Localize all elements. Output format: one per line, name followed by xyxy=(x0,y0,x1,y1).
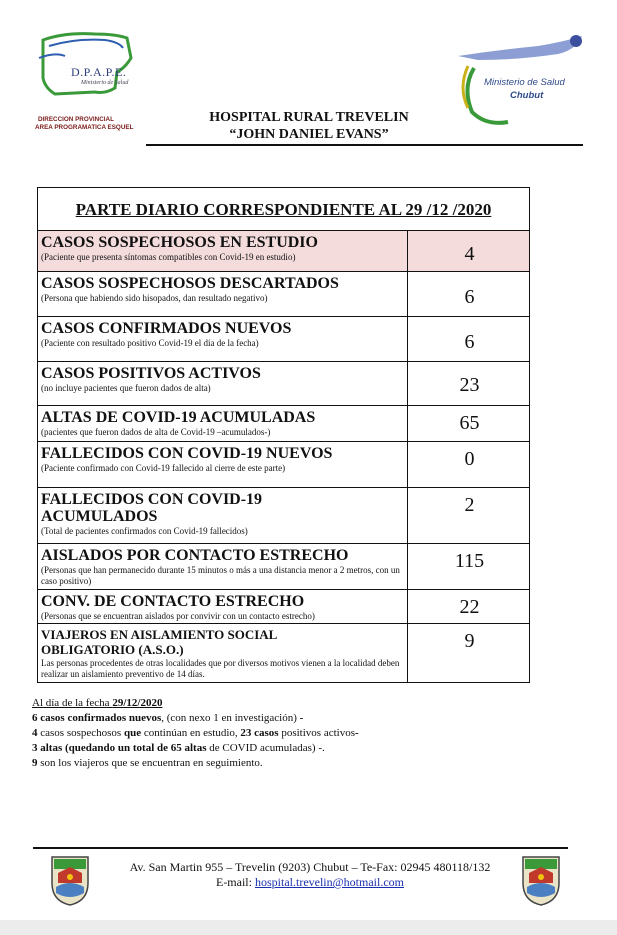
row-label xyxy=(38,488,408,543)
row-label xyxy=(38,272,408,316)
row-value: 115 xyxy=(454,550,485,572)
ministerio-line1: Ministerio de Salud xyxy=(484,77,565,88)
table-row xyxy=(38,442,529,488)
summary-text: son los viajeros que se encuentran en seguimiento. xyxy=(37,757,263,769)
summary-text: casos sospechosos xyxy=(37,727,124,739)
row-value: 65 xyxy=(459,412,480,434)
hospital-title xyxy=(150,109,468,143)
summary-text: de COVID acumuladas) -. xyxy=(206,742,325,754)
table-row xyxy=(38,544,529,590)
row-title: CASOS SOSPECHOSOS EN ESTUDIO xyxy=(41,234,318,251)
row-value: 9 xyxy=(464,630,475,652)
row-label xyxy=(38,590,408,623)
row-description: (no incluye pacientes que fueron dados de alta) xyxy=(41,383,211,393)
dpape-line2: AREA PROGRAMATICA ESQUEL xyxy=(35,124,134,131)
summary-line-4 xyxy=(32,756,452,771)
row-label xyxy=(38,624,408,683)
footer-email-label: E-mail: xyxy=(215,875,255,889)
row-description: (Paciente confirmado con Covid-19 fallecido al cierre de este parte) xyxy=(41,463,286,473)
row-title: CASOS POSITIVOS ACTIVOS xyxy=(41,365,261,382)
row-title: AISLADOS POR CONTACTO ESTRECHO xyxy=(41,547,349,564)
footer-address: Av. San Martin 955 – Trevelin (9203) Chubut – Te-Fax: 02945 480118/132 xyxy=(129,860,491,874)
summary-text xyxy=(32,696,452,771)
report-heading: PARTE DIARIO CORRESPONDIENTE AL 29 /12 /2020 xyxy=(38,188,529,231)
summary-text-bold: 3 altas (quedando un total de 65 altas xyxy=(32,742,207,754)
row-value: 6 xyxy=(464,286,475,308)
row-label xyxy=(38,442,408,487)
row-label xyxy=(38,362,408,405)
row-label xyxy=(38,317,408,361)
summary-text-bold: 4 xyxy=(32,727,38,739)
summary-text-bold: 6 casos confirmados nuevos xyxy=(32,712,162,724)
summary-line-1 xyxy=(32,711,452,726)
header-divider xyxy=(146,144,583,146)
row-description: Las personas procedentes de otras localidades que por diversos motivos vienen a la localidad deben realizar un aislamiento preventivo de 14 días. xyxy=(41,658,400,679)
row-label xyxy=(38,231,408,271)
summary-text: continúan en estudio, xyxy=(141,727,241,739)
row-description: (Paciente que presenta síntomas compatibles con Covid-19 en estudio) xyxy=(41,252,296,262)
hospital-name: HOSPITAL RURAL TREVELIN xyxy=(209,110,409,125)
summary-date-prefix: Al día de la fecha xyxy=(32,697,113,709)
table-row xyxy=(38,406,529,442)
dpape-logo xyxy=(35,28,145,136)
row-title: CASOS CONFIRMADOS NUEVOS xyxy=(41,320,292,337)
row-description: (pacientes que fueron dados de alta de Covid-19 –acumulados-) xyxy=(41,427,271,437)
dpape-title: D.P.A.P.E. xyxy=(71,65,127,79)
trevelin-crest-icon xyxy=(521,853,561,907)
summary-line-2 xyxy=(32,726,452,741)
row-description: (Personas que han permanecido durante 15 minutos o más a una distancia menor a 2 metros, con un caso positivo) xyxy=(41,565,400,586)
summary-text-bold: 9 xyxy=(32,757,38,769)
table-row xyxy=(38,590,529,624)
table-row xyxy=(38,272,529,317)
footer-email-link[interactable]: hospital.trevelin@hotmail.com xyxy=(254,875,405,889)
ministerio-line2: Chubut xyxy=(510,90,544,101)
summary-text: positivos activos xyxy=(278,727,355,739)
dpape-subtitle: Ministerio de Salud xyxy=(81,80,129,86)
summary-line-3 xyxy=(32,741,452,756)
dpape-line1: DIRECCION PROVINCIAL xyxy=(38,116,114,123)
row-title: CASOS SOSPECHOSOS DESCARTADOS xyxy=(41,275,339,292)
summary-text-bold: - xyxy=(299,712,304,724)
row-description: (Total de pacientes confirmados con Covid-19 fallecidos) xyxy=(41,526,248,536)
row-description: (Persona que habiendo sido hisopados, dan resultado negativo) xyxy=(41,293,268,303)
row-value: 4 xyxy=(464,243,475,265)
row-title: ALTAS DE COVID-19 ACUMULADAS xyxy=(41,409,316,426)
summary-text: , (con nexo 1 en investigación) xyxy=(161,712,300,724)
summary-text-bold: que xyxy=(123,727,142,739)
row-title: FALLECIDOS CON COVID-19 ACUMULADOS xyxy=(41,491,263,525)
row-value: 6 xyxy=(464,331,475,353)
summary-text-bold: - xyxy=(354,727,359,739)
table-row xyxy=(38,317,529,362)
hospital-subtitle: “JOHN DANIEL EVANS” xyxy=(229,127,389,142)
row-description: (Personas que se encuentran aislados por convivir con un contacto estrecho) xyxy=(41,611,315,621)
row-label xyxy=(38,406,408,441)
row-description: (Paciente con resultado positivo Covid-19 el día de la fecha) xyxy=(41,338,259,348)
table-row xyxy=(38,624,529,683)
row-title: CONV. DE CONTACTO ESTRECHO xyxy=(41,593,305,610)
report-table xyxy=(37,187,530,683)
summary-date: 29/12/2020 xyxy=(112,697,163,709)
table-row xyxy=(38,362,529,406)
footer-divider xyxy=(33,847,568,849)
row-value: 0 xyxy=(464,448,475,470)
row-title: FALLECIDOS CON COVID-19 NUEVOS xyxy=(41,445,333,462)
row-value: 2 xyxy=(464,494,475,516)
row-value: 23 xyxy=(459,374,480,396)
table-row xyxy=(38,231,529,272)
footer-email-line xyxy=(100,875,520,890)
table-row xyxy=(38,488,529,544)
page-bottom-edge xyxy=(0,920,617,935)
row-title: VIAJEROS EN AISLAMIENTO SOCIAL OBLIGATORIO (A.S.O.) xyxy=(41,627,277,657)
ministerio-logo xyxy=(458,32,586,128)
trevelin-crest-icon xyxy=(50,853,90,907)
summary-date-line xyxy=(32,696,452,711)
summary-text-bold: 23 casos xyxy=(240,727,279,739)
row-label xyxy=(38,544,408,589)
row-value: 22 xyxy=(459,596,480,618)
